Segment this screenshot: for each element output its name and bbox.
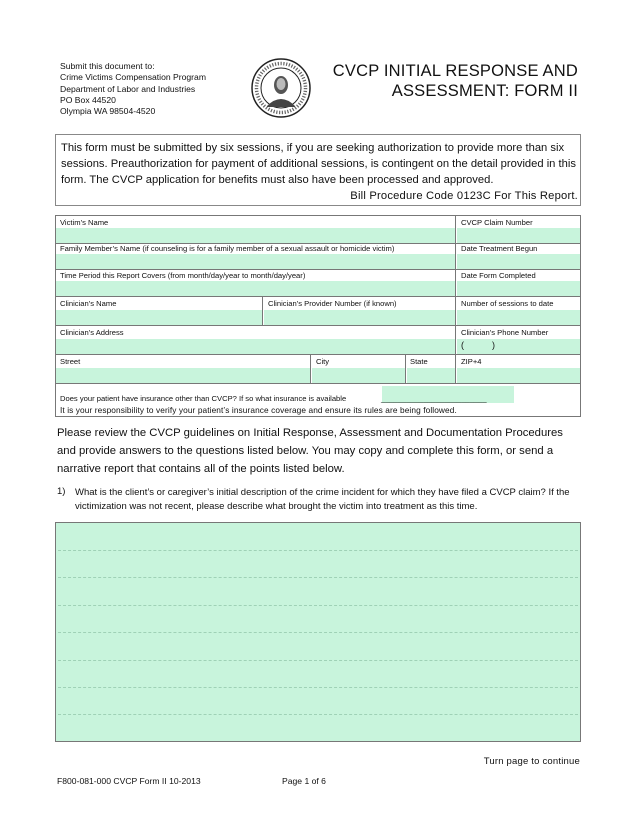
grid-divider — [55, 354, 581, 355]
family-member-field[interactable] — [56, 254, 455, 269]
city-field[interactable] — [312, 368, 405, 383]
notice-text: This form must be submitted by six sessions, if you are seeking authorization to provide more than six sessions. Preauthorization for payment of additional sessions, is contingent on the detail provided in this form. The CVCP application for benefits must also have been processed and approved. — [61, 142, 576, 186]
turn-page-note: Turn page to continue — [483, 756, 580, 767]
sessions-to-date-label: Number of sessions to date — [461, 299, 554, 308]
provider-number-field[interactable] — [264, 310, 455, 325]
submit-line: Department of Labor and Industries — [60, 83, 196, 94]
answer-line — [58, 660, 578, 661]
time-period-label: Time Period this Report Covers (from month/day/year to month/day/year) — [60, 271, 306, 280]
phone-paren-close: ) — [492, 340, 495, 350]
answer-line — [58, 550, 578, 551]
city-label: City — [316, 357, 330, 366]
street-field[interactable] — [56, 368, 310, 383]
washington-state-seal-icon — [251, 58, 311, 118]
grid-divider — [405, 354, 406, 383]
submit-line: Olympia WA 98504-4520 — [60, 106, 156, 117]
victim-name-field[interactable] — [56, 228, 455, 243]
street-label: Street — [60, 357, 81, 366]
answer-line — [58, 632, 578, 633]
form-id: F800-081-000 CVCP Form II 10-2013 — [57, 776, 201, 786]
submit-line: Submit this document to: — [60, 61, 155, 71]
question-text: What is the client’s or caregiver’s initial description of the crime incident for which they have filed a CVCP claim? If the victimization was not recent, please describe what brought the victim into treatment as this time. — [75, 487, 570, 512]
phone-paren-open: ( — [461, 340, 464, 350]
grid-divider — [55, 325, 581, 326]
clinician-address-field[interactable] — [56, 339, 455, 354]
grid-divider — [55, 269, 581, 270]
insurance-question: Does your patient have insurance other than CVCP? If so what insurance is available — [60, 394, 347, 403]
time-period-field[interactable] — [56, 281, 455, 296]
answer-line — [58, 714, 578, 715]
grid-divider — [455, 215, 456, 383]
page-number: Page 1 of 6 — [282, 776, 326, 786]
clinician-name-field[interactable] — [56, 310, 262, 325]
grid-divider — [262, 296, 263, 325]
grid-divider — [55, 296, 581, 297]
date-completed-field[interactable] — [457, 281, 580, 296]
insurance-note: It is your responsibility to verify your patient’s insurance coverage and ensure its rules are being followed. — [60, 405, 457, 415]
claim-number-label: CVCP Claim Number — [461, 218, 533, 227]
victim-name-label: Victim’s Name — [60, 218, 109, 227]
answer-line — [58, 687, 578, 688]
sessions-to-date-field[interactable] — [457, 310, 580, 325]
zip-label: ZIP+4 — [461, 357, 482, 366]
date-treatment-label: Date Treatment Begun — [461, 244, 538, 253]
family-member-label: Family Member’s Name (if counseling is for a family member of a sexual assault or homicide victim) — [60, 244, 395, 253]
state-label: State — [410, 357, 428, 366]
date-treatment-field[interactable] — [457, 254, 580, 269]
instructions-paragraph: Please review the CVCP guidelines on Initial Response, Assessment and Documentation Procedures and provide answers to the questions listed below. You may copy and complete this form, or send a narrative report that contains all of the points listed below. — [57, 427, 563, 475]
claim-number-field[interactable] — [457, 228, 580, 243]
grid-divider — [310, 354, 311, 383]
state-field[interactable] — [407, 368, 455, 383]
answer-line — [58, 605, 578, 606]
form-title — [316, 61, 578, 101]
submit-line: Crime Victims Compensation Program — [60, 72, 206, 83]
date-completed-label: Date Form Completed — [461, 271, 536, 280]
phone-number-field[interactable] — [457, 339, 580, 354]
phone-number-label: Clinician’s Phone Number — [461, 328, 549, 337]
zip-field[interactable] — [457, 368, 580, 383]
title-line-1: CVCP INITIAL RESPONSE AND — [332, 62, 578, 80]
grid-divider — [55, 383, 581, 384]
insurance-blank-line: _________________________ — [381, 394, 487, 403]
clinician-address-label: Clinician’s Address — [60, 328, 124, 337]
submit-line: PO Box 44520 — [60, 94, 116, 105]
title-line-2: ASSESSMENT: FORM II — [391, 82, 578, 100]
clinician-name-label: Clinician’s Name — [60, 299, 117, 308]
question-number: 1) — [57, 486, 66, 497]
bill-procedure-code: Bill Procedure Code 0123C For This Report. — [350, 190, 578, 202]
answer-line — [58, 577, 578, 578]
submit-address-block — [60, 61, 206, 117]
provider-number-label: Clinician’s Provider Number (if known) — [268, 299, 397, 308]
